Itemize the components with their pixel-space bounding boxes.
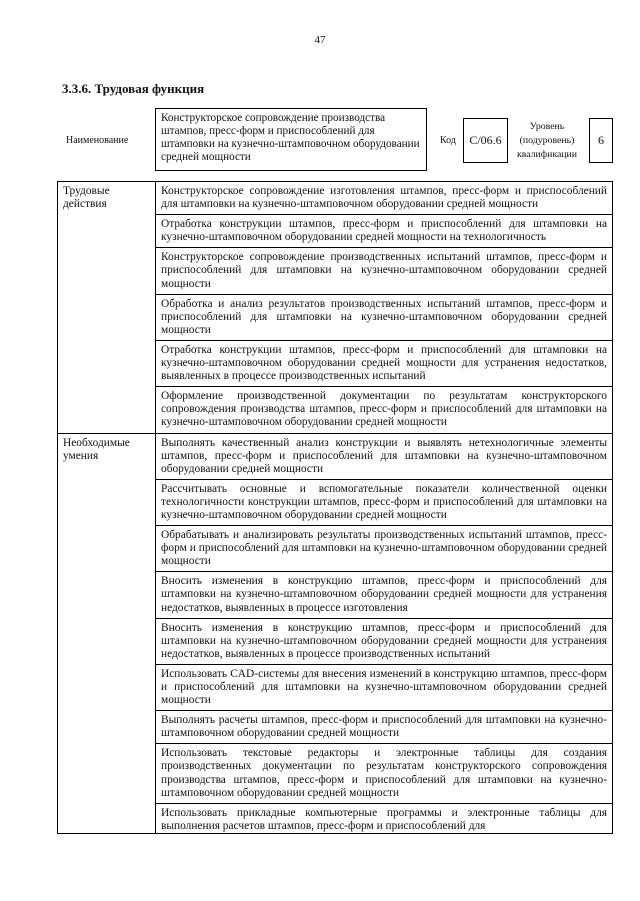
code-box: С/06.6: [463, 118, 508, 163]
table-cell: Обработка и анализ результатов производственных испытаний штампов, пресс-форм и приспособлений для штамповки на кузнечно-штамповочном оборудовании средней мощности: [156, 294, 613, 340]
category-labor-actions: Трудовые действия: [58, 182, 156, 434]
section-heading: 3.3.6. Трудовая функция: [62, 81, 205, 96]
table-row: [58, 433, 613, 479]
table-cell: Отработка конструкции штампов, пресс-форм и приспособлений для штамповки на кузнечно-штамповочном оборудовании средней мощности для устранения недостатков, выявленных в процессе производственных испытаний: [156, 340, 613, 386]
table-cell: Вносить изменения в конструкцию штампов, пресс-форм и приспособлений для штамповки на кузнечно-штамповочном оборудовании средней мощности для устранения недостатков, выявленных в процессе изготовления: [156, 572, 613, 618]
qualification-level-label: Уровень (подуровень) квалификации: [516, 121, 578, 160]
table-cell: Использовать CAD-системы для внесения изменений в конструкцию штампов, пресс-форм и приспособлений для штамповки на кузнечно-штамповочном оборудовании средней мощности: [156, 664, 613, 710]
page-number: 47: [314, 34, 326, 46]
table-cell: Вносить изменения в конструкцию штампов, пресс-форм и приспособлений для штамповки на кузнечно-штамповочном оборудовании средней мощности для устранения недостатков, выявленных в процессе производственных испытаний: [156, 618, 613, 664]
table-cell: Отработка конструкции штампов, пресс-форм и приспособлений для штамповки на кузнечно-штамповочном оборудовании средней мощности на технологичность: [156, 215, 613, 248]
table-cell: Использовать текстовые редакторы и электронные таблицы для создания производственных документации по результатам конструкторского сопровождения производства штампов, пресс-форм и приспособлений для штамповки на кузнечно-штамповочном оборудовании средней мощности: [156, 744, 613, 803]
table-cell: Оформление производственной документации по результатам конструкторского сопровождения производства штампов, пресс-форм и приспособлений для штамповки на кузнечно-штамповочном оборудовании средней мощности: [156, 387, 613, 433]
name-label: Наименование: [66, 135, 129, 146]
functions-table: [57, 181, 613, 834]
table-cell: Выполнять качественный анализ конструкции и выявлять нетехнологичные элементы штампов, пресс-форм и приспособлений для штамповки на кузнечно-штамповочном оборудовании средней мощности: [156, 433, 613, 479]
table-cell: Обрабатывать и анализировать результаты производственных испытаний штампов, пресс-форм и приспособлений для штамповки на кузнечно-штамповочном оборудовании средней мощности: [156, 526, 613, 572]
category-required-skills: Необходимые умения: [58, 433, 156, 833]
function-name-box: Конструкторское сопровождение производства штампов, пресс-форм и приспособлений для штамповки на кузнечно-штамповочном оборудовании средней мощности: [155, 108, 427, 171]
table-cell: Использовать прикладные компьютерные программы и электронные таблицы для выполнения расчетов штампов, пресс-форм и приспособлений для: [156, 803, 613, 833]
code-label: Код: [440, 135, 456, 146]
qualification-level-box: 6: [589, 118, 613, 163]
table-row: [58, 182, 613, 215]
table-cell: Конструкторское сопровождение изготовления штампов, пресс-форм и приспособлений для штамповки на кузнечно-штамповочном оборудовании средней мощности: [156, 182, 613, 215]
table-cell: Конструкторское сопровождение производственных испытаний штампов, пресс-форм и приспособлений для штамповки на кузнечно-штамповочном оборудовании средней мощности: [156, 248, 613, 294]
table-cell: Выполнять расчеты штампов, пресс-форм и приспособлений для штамповки на кузнечно-штамповочном оборудовании средней мощности: [156, 711, 613, 744]
table-cell: Рассчитывать основные и вспомогательные показатели количественной оценки технологичности конструкции штампов, пресс-форм и приспособлений для штамповки на кузнечно-штамповочном оборудовании средней мощности: [156, 479, 613, 525]
